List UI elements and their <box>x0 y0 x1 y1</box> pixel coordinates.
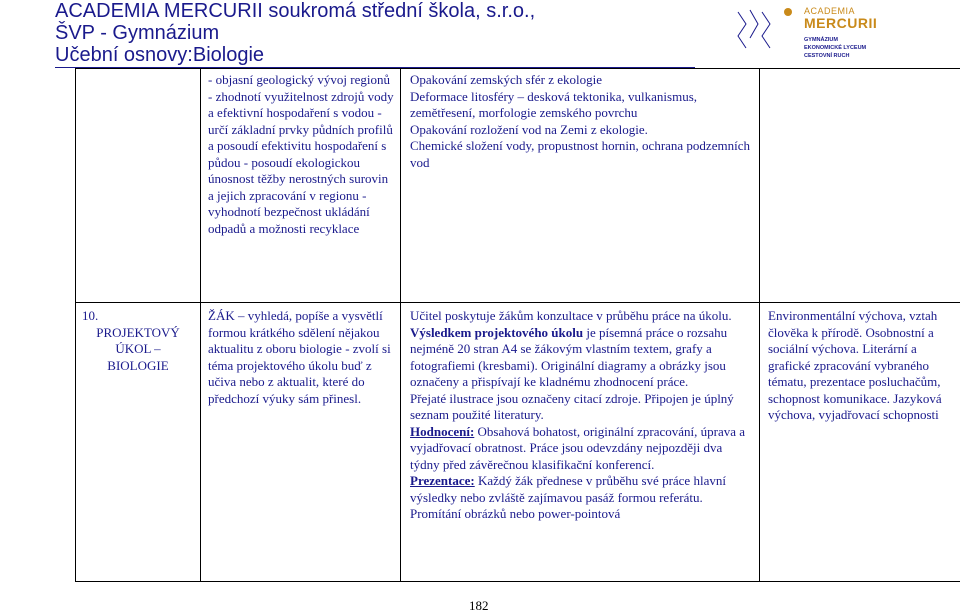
row2-themes-cell <box>768 308 954 424</box>
row1-content-line: Chemické složení vody, propustnost hornin, ochrana podzemních vod <box>410 138 750 170</box>
evaluation-label: Hodnocení: <box>410 423 475 439</box>
logo-sub-ruch: CESTOVNÍ RUCH <box>804 53 850 59</box>
row2-content-cell <box>410 308 755 523</box>
logo-word-mercurii: MERCURII <box>804 15 878 31</box>
citation-paragraph: Přejaté ilustrace jsou označeny citací zdroje. Připojen je úplný seznam použité literatury. <box>410 390 734 422</box>
row2-outcomes-text: ŽÁK – vyhledá, popíše a vysvětlí formou krátkého sdělení nějakou aktualitu z oboru biologie - zvolí si téma projektového úkolu buď z učiva nebo z aktualit, které do předchozí výuky sám přinesl. <box>208 308 391 406</box>
topic-number: 10. <box>82 308 99 323</box>
presentation-text: Každý žák přednese v průběhu své práce hlavní výsledky nebo zvláště zajímavou pasáž formou referátu. Promítání obrázků nebo power-pointová <box>410 473 726 521</box>
evaluation-paragraph <box>410 424 755 474</box>
topic-title-line2: ÚKOL – <box>115 341 161 356</box>
row1-content-line: Opakování zemských sfér z ekologie <box>410 72 603 87</box>
table-col-line-1 <box>75 68 76 582</box>
topic-title-line1: PROJEKTOVÝ <box>96 324 180 340</box>
cross-curricular-themes: Environmentální výchova, vztah člověka k přírodě. Osobnostní a sociální výchova. Literární a grafické zpracování vybraného tématu, prezentace posluchačům, schopnost komunikace. Jazyková výchova, vyjadřovací schopnosti <box>768 308 942 422</box>
presentation-paragraph <box>410 473 755 523</box>
topic-title-line3: BIOLOGIE <box>107 357 169 373</box>
document-header <box>55 0 535 66</box>
row1-content-cell <box>410 72 755 171</box>
logo-sub-lyceum: EKONOMICKÉ LYCEUM <box>804 45 867 51</box>
result-paragraph <box>410 325 755 391</box>
row1-content-line: Opakování rozložení vod na Zemi z ekologie. <box>410 121 648 137</box>
page-number: 182 <box>469 598 489 613</box>
table-col-line-3 <box>400 68 401 582</box>
logo-sub-gymnazium: GYMNÁZIUM <box>804 37 838 43</box>
table-border-top <box>75 68 960 69</box>
row2-topic-cell <box>80 308 196 374</box>
table-col-line-4 <box>759 68 760 582</box>
header-school: ACADEMIA MERCURII soukromá střední škola, s.r.o., <box>55 0 536 22</box>
result-label: Výsledkem projektového úkolu <box>410 324 584 340</box>
header-program: ŠVP - Gymnázium <box>55 22 220 44</box>
consultation-paragraph: Učitel poskytuje žákům konzultace v průběhu práce na úkolu. <box>410 308 732 323</box>
evaluation-text: Obsahová bohatost, originální zpracování, úprava a vyjadřovací obratnost. Práce jsou odevzdány nejpozději dva týdny před závěrečnou klasifikační konferencí. <box>410 423 746 472</box>
result-text: je písemná práce o rozsahu nejméně 20 stran A4 se žákovým vlastním textem, grafy a fotografiemi (kresbami). Originální diagramy a obrázky jsou označeny a přispívají ke kladnému zhodnocení práce. <box>410 324 728 389</box>
school-logo <box>728 4 898 64</box>
row1-outcomes-text: - objasní geologický vývoj regionů - zhodnotí využitelnost zdrojů vody a efektivní hospodaření s vodou - určí základní prvky půdních profilů a posoudí efektivitu hospodaření s půdou - posoudí ekologickou únosnost těžby nerostných surovin a jejich zpracování v regionu - vyhodnotí bezpečnost ukládání odpadů a možnosti recyklace <box>208 72 394 236</box>
row1-outcomes-cell <box>208 72 394 237</box>
table-row-divider <box>75 302 960 303</box>
logo-emblem-icon <box>728 4 798 64</box>
row2-outcomes-cell <box>208 308 394 407</box>
logo-subtitle <box>804 36 866 60</box>
logo-word-academia: ACADEMIA <box>804 6 856 16</box>
table-border-bottom <box>75 581 960 582</box>
header-subject: Učební osnovy:Biologie <box>55 44 265 66</box>
presentation-label: Prezentace: <box>410 473 475 488</box>
table-col-line-2 <box>200 68 201 582</box>
row1-content-line: Deformace litosféry – desková tektonika, vulkanismus, zemětřesení, morfologie zemského povrchu <box>410 88 698 120</box>
